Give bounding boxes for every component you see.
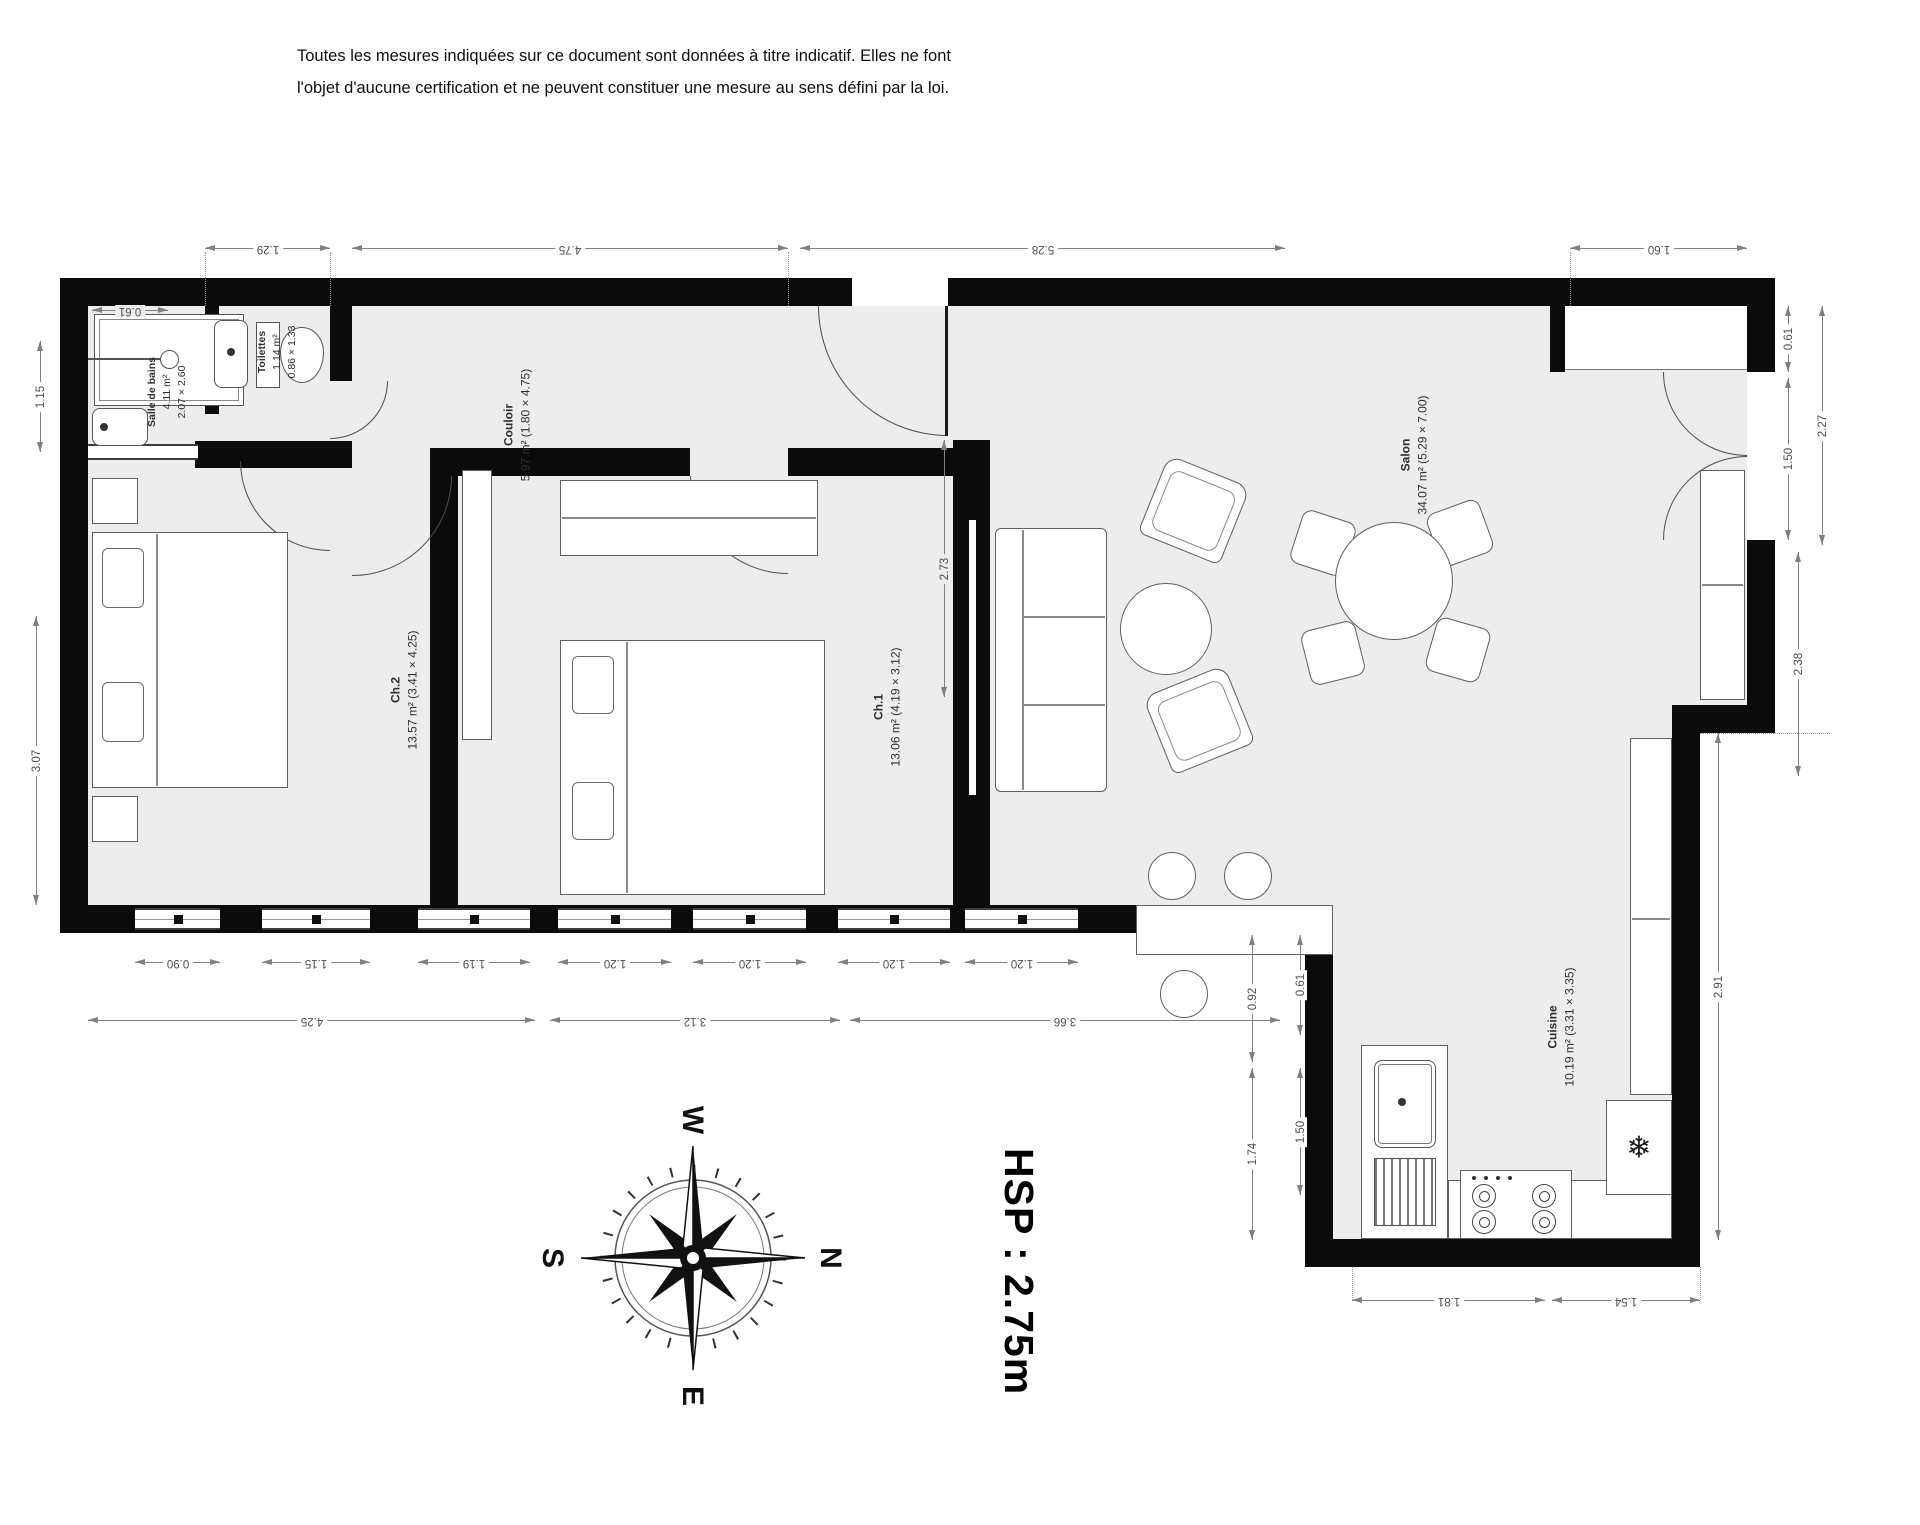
dim-r-0-61: 0.61: [1788, 306, 1789, 372]
guide-1: [205, 252, 206, 306]
dim-r-2-38: 2.38: [1798, 552, 1799, 776]
nightstand-ch2-top: [92, 478, 138, 524]
entrance-door-leaf: [945, 306, 948, 436]
sofa-cushion-1: [1024, 616, 1105, 618]
bathroom-sliding-door: [88, 444, 198, 460]
wall-top-right: [948, 278, 1775, 306]
window-ch1-1: [558, 908, 671, 930]
window-salon-2: [965, 908, 1078, 930]
dim-b-1-20-b: 1.20: [693, 962, 806, 963]
guide-2: [330, 252, 331, 306]
toilet-name: Toilettes: [256, 330, 269, 374]
kitchen-sink-tap-icon: [1398, 1098, 1406, 1106]
stove-burner-4: [1532, 1210, 1556, 1234]
window-salon-1: [838, 908, 950, 930]
stove-burner-2: [1532, 1184, 1556, 1208]
window-ch1-2: [693, 908, 806, 930]
stove-burner-3: [1472, 1210, 1496, 1234]
nightstand-ch2-bottom: [92, 796, 138, 842]
stove-knob-3: [1496, 1176, 1500, 1180]
bar-stool-1: [1148, 852, 1196, 900]
guide-3: [788, 252, 789, 306]
dim-top-1-29: 1.29: [205, 248, 330, 249]
bar-counter: [1136, 905, 1333, 955]
guide-5: [1352, 1267, 1353, 1300]
room-label-toilet: [255, 326, 301, 379]
dim-shower-0-61: 0.61: [92, 310, 168, 311]
dim-k-1-54: 1.54: [1552, 1300, 1700, 1301]
hallway-name: Couloir: [501, 404, 516, 446]
bathroom-size: 2.07 × 2.60: [176, 365, 189, 419]
dim-r-2-27: 2.27: [1822, 306, 1823, 545]
window-ch2-1: [135, 908, 220, 930]
bedroom1-detail: 13.06 m² (4.19 × 3.12): [889, 647, 903, 767]
dim-left-3-07: 3.07: [36, 616, 37, 905]
living-name: Salon: [1398, 438, 1413, 472]
dim-r-2-91: 2.91: [1718, 733, 1719, 1240]
sofa-back-line: [1022, 530, 1024, 790]
wall-hall-south-b: [788, 448, 953, 476]
dining-table: [1335, 522, 1453, 640]
room-label-kitchen: [1545, 967, 1580, 1086]
wall-kitchen-bottom: [1305, 1239, 1700, 1267]
dim-v-0-61: 0.61: [1300, 935, 1301, 1035]
bar-stool-2: [1224, 852, 1272, 900]
toilet-basin-tap-icon: [227, 348, 235, 356]
kitchen-tall-units: [1630, 738, 1672, 1095]
dim-top-1-60: 1.60: [1570, 248, 1747, 249]
dim-left-1-15: 1.15: [40, 341, 41, 452]
wall-kitchen-left: [1305, 955, 1333, 1239]
disclaimer-line-1: Toutes les mesures indiquées sur ce document sont données à titre indicatif. Elles ne font: [297, 47, 951, 65]
dim-inner-2-73: 2.73: [944, 440, 945, 697]
sink-drainer: [1374, 1158, 1436, 1226]
compass-n: N: [814, 1247, 847, 1269]
sofa: [995, 528, 1107, 792]
bathroom-sink-tap-icon: [100, 423, 108, 431]
wall-right-step: [1672, 705, 1775, 733]
wall-left: [60, 278, 88, 933]
wall-right-upper-a: [1747, 306, 1775, 372]
bar-stool-3: [1160, 970, 1208, 1018]
bathroom-area: 4.11 m²: [161, 374, 174, 410]
disclaimer-text: [297, 40, 1087, 104]
dim-total-3-12: 3.12: [550, 1020, 840, 1021]
dim-b-1-19: 1.19: [418, 962, 530, 963]
window-ch2-3: [418, 908, 530, 930]
hallway-detail: 5.97 m² (1.80 × 4.75): [519, 368, 533, 482]
stove-knob-2: [1484, 1176, 1488, 1180]
room-label-living: [1398, 395, 1433, 514]
room-label-bedroom2: [388, 630, 423, 749]
wardrobe-salon-divider: [1702, 584, 1743, 586]
bed-ch1-pillow-2: [572, 782, 614, 840]
compass-rose: [533, 1098, 853, 1418]
dim-b-1-20-d: 1.20: [965, 962, 1078, 963]
compass-s: S: [536, 1247, 569, 1269]
guide-4: [1570, 252, 1571, 306]
dim-v-0-92: 0.92: [1252, 935, 1253, 1062]
living-detail: 34.07 m² (5.29 × 7.00): [1416, 395, 1430, 515]
stove-burner-1: [1472, 1184, 1496, 1208]
bedroom2-name: Ch.2: [388, 676, 403, 704]
dim-v-1-74: 1.74: [1252, 1068, 1253, 1240]
tv-slit: [969, 520, 976, 795]
toilet-area: 1.14 m²: [271, 334, 284, 370]
dim-v-1-50: 1.50: [1300, 1068, 1301, 1195]
bedroom1-name: Ch.1: [871, 693, 886, 721]
bed-ch2-sheet-line: [156, 534, 158, 786]
room-label-bathroom: [145, 357, 191, 427]
wardrobe-ch1-column: [462, 470, 492, 740]
ceiling-height-label: HSP : 2.75m: [996, 1148, 1042, 1396]
sofa-cushion-2: [1024, 704, 1105, 706]
wall-top-left: [60, 278, 852, 306]
room-label-bedroom1: [871, 647, 906, 766]
dim-b-1-15: 1.15: [262, 962, 370, 963]
guide-7: [1700, 733, 1830, 734]
dim-b-1-20-c: 1.20: [838, 962, 950, 963]
bed-ch1-pillow-1: [572, 656, 614, 714]
kitchen-name: Cuisine: [1545, 1005, 1560, 1049]
wall-right-lower: [1672, 733, 1700, 1267]
dim-total-3-66: 3.66: [850, 1020, 1280, 1021]
compass-w: W: [676, 1105, 709, 1135]
kitchen-tall-units-divider: [1632, 918, 1670, 920]
closet-ch1-rod: [562, 517, 816, 519]
wall-niche-pier: [1550, 306, 1565, 372]
wall-wc-east-pier: [330, 306, 352, 381]
kitchen-detail: 10.19 m² (3.31 × 3.35): [1563, 967, 1577, 1087]
bed-ch2-pillow-1: [102, 548, 144, 608]
bed-ch1-sheet-line: [626, 642, 628, 893]
coffee-table: [1120, 583, 1212, 675]
dim-top-5-28: 5.28: [800, 248, 1285, 249]
entry-niche: [1565, 306, 1747, 370]
bed-ch2-pillow-2: [102, 682, 144, 742]
dim-k-1-81: 1.81: [1352, 1300, 1545, 1301]
disclaimer-line-2: l'objet d'aucune certification et ne peuvent constituer une mesure au sens défini par la loi.: [297, 79, 950, 98]
dim-total-4-25: 4.25: [88, 1020, 535, 1021]
dim-r-1-50: 1.50: [1788, 378, 1789, 540]
snowflake-icon: ❄: [1626, 1131, 1652, 1165]
dim-top-4-75: 4.75: [352, 248, 788, 249]
dim-b-0-90: 0.90: [135, 962, 220, 963]
compass-e: E: [676, 1385, 709, 1407]
room-label-hallway: [501, 369, 536, 481]
bedroom2-detail: 13.57 m² (3.41 × 4.25): [406, 630, 420, 750]
toilet-size: 0.86 × 1.33: [286, 325, 299, 379]
bathroom-name: Salle de bains: [146, 356, 159, 428]
stove-knob-1: [1472, 1176, 1476, 1180]
dim-b-1-20-a: 1.20: [558, 962, 671, 963]
guide-6: [1700, 1267, 1701, 1300]
window-ch2-2: [262, 908, 370, 930]
stove-knob-4: [1508, 1176, 1512, 1180]
